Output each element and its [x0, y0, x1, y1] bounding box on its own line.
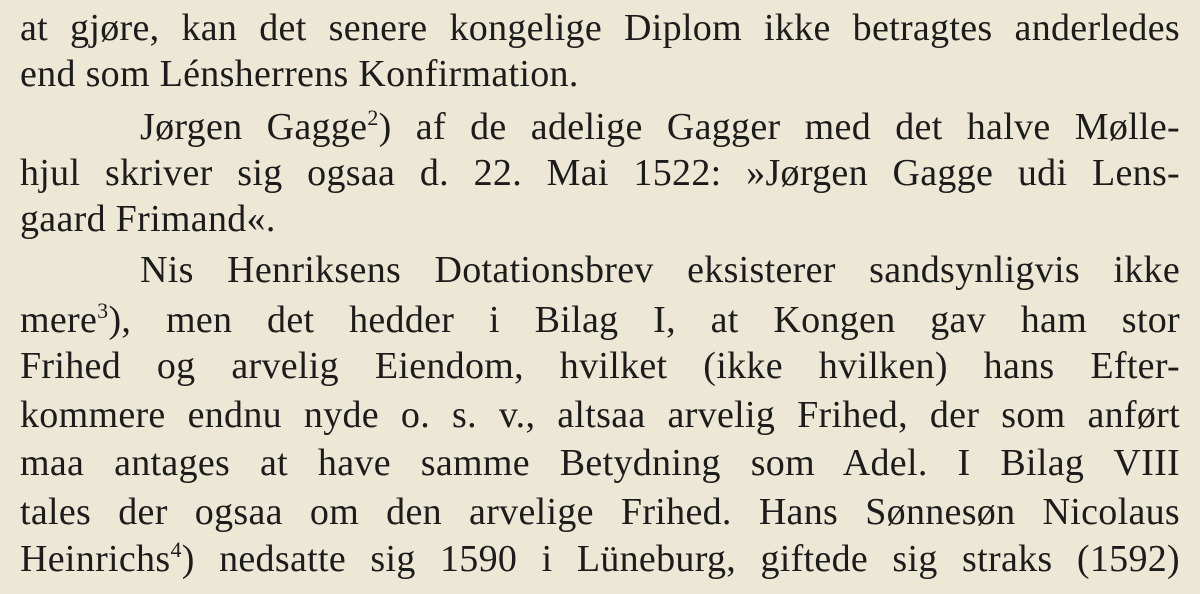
line-7-text-start: mere [20, 299, 98, 341]
text-line-3 [20, 103, 1180, 151]
footnote-ref-3: 3 [97, 298, 109, 323]
text-line-1: at gjøre, kan det senere kongelige Diplom ikke betragtes anderledes [20, 7, 1180, 49]
text-line-9: kommere endnu nyde o. s. v., altsaa arvelig Frihed, der som anført [20, 394, 1180, 436]
line-3-text-end: ) af de adelige Gagger med det halve Mølle- [378, 106, 1180, 148]
text-line-7 [20, 296, 1180, 344]
footnote-ref-4: 4 [170, 537, 182, 562]
text-line-4: hjul skriver sig ogsaa d. 22. Mai 1522: »Jørgen Gagge udi Lens- [20, 152, 1180, 194]
text-line-8: Frihed og arvelig Eiendom, hvilket (ikke hvilken) hans Efter- [20, 345, 1180, 387]
line-12-text-end: ) nedsatte sig 1590 i Lüneburg, giftede sig straks (1592) [181, 538, 1180, 580]
text-line-2: end som Lénsherrens Konfirmation. [20, 53, 579, 95]
text-line-11: tales der ogsaa om den arvelige Frihed. Hans Sønnesøn Nicolaus [20, 491, 1180, 533]
line-12-text-start: Heinrichs [20, 538, 171, 580]
text-line-5: gaard Frimand«. [20, 198, 276, 240]
text-line-10: maa antages at have samme Betydning som Adel. I Bilag VIII [20, 442, 1180, 484]
footnote-ref-2: 2 [367, 105, 379, 130]
line-7-text-end: ), men det hedder i Bilag I, at Kongen gav ham stor [108, 299, 1180, 341]
text-line-6: Nis Henriksens Dotationsbrev eksisterer sandsynligvis ikke [140, 249, 1180, 291]
line-3-text-start: Jørgen Gagge [140, 106, 368, 148]
text-line-12 [20, 535, 1180, 583]
